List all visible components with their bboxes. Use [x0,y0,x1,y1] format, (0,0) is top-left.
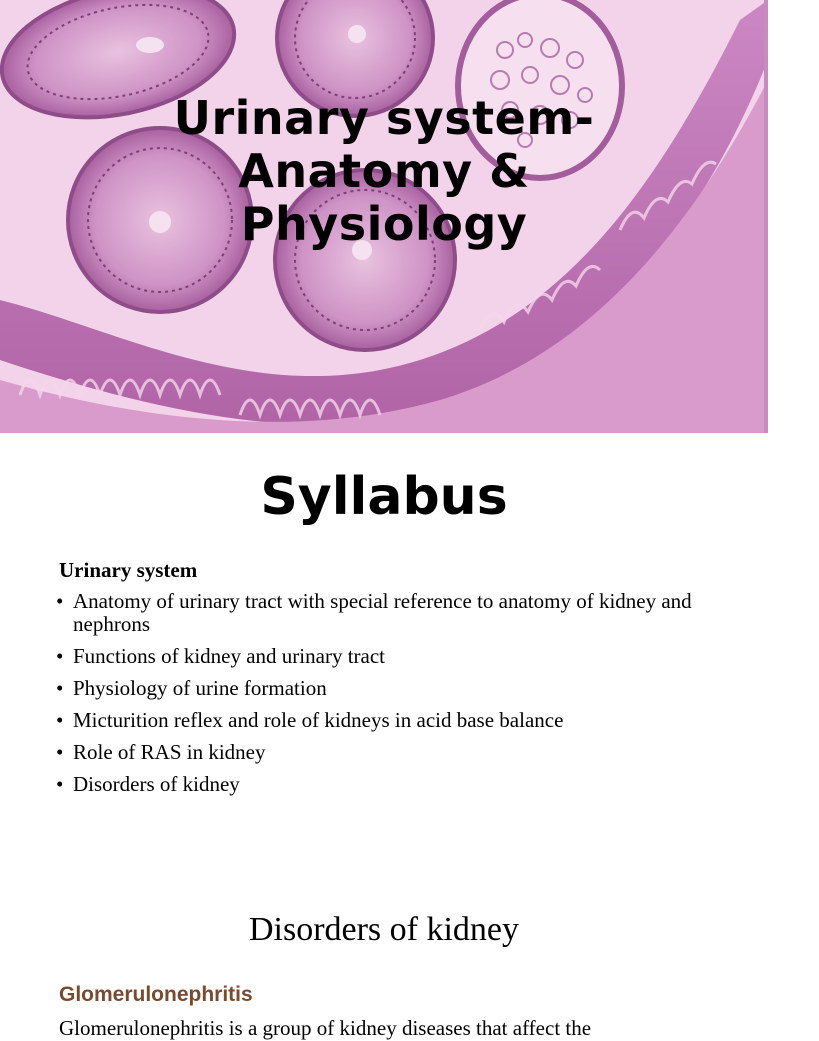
bullet-item [56,677,716,700]
glomerulonephritis-subheading: Glomerulonephritis [59,983,253,1006]
bullet-item [56,741,716,764]
bullet-item [56,709,716,732]
bullet-item [56,645,716,668]
bullet-marker: • [56,589,64,613]
section-label: Urinary system [59,558,198,582]
bullet-marker: • [56,708,64,732]
bullet-text: Physiology of urine formation [73,676,327,700]
bullet-text: Anatomy of urinary tract with special reference to anatomy of kidney and nephrons [73,589,692,636]
syllabus-slide [0,433,768,873]
disorders-slide [0,873,768,1040]
syllabus-heading: Syllabus [260,467,508,527]
title-line-2: Anatomy & [238,144,530,198]
disorders-heading: Disorders of kidney [248,911,520,948]
bullet-marker: • [56,676,64,700]
syllabus-bullet-list [56,590,716,805]
bullet-marker: • [56,740,64,764]
bullet-text: Disorders of kidney [73,772,240,796]
bullet-marker: • [56,644,64,668]
title-line-1: Urinary system- [173,91,595,145]
bullet-text: Functions of kidney and urinary tract [73,644,386,668]
title-line-3: Physiology [240,197,528,251]
glomerulonephritis-body-text: Glomerulonephritis is a group of kidney diseases that affect the [59,1016,592,1040]
slide-title [120,92,648,251]
bullet-text: Micturition reflex and role of kidneys in acid base balance [73,708,564,732]
bullet-item [56,590,716,636]
bullet-marker: • [56,772,64,796]
title-slide [0,0,768,433]
bullet-text: Role of RAS in kidney [73,740,266,764]
bullet-item [56,773,716,796]
